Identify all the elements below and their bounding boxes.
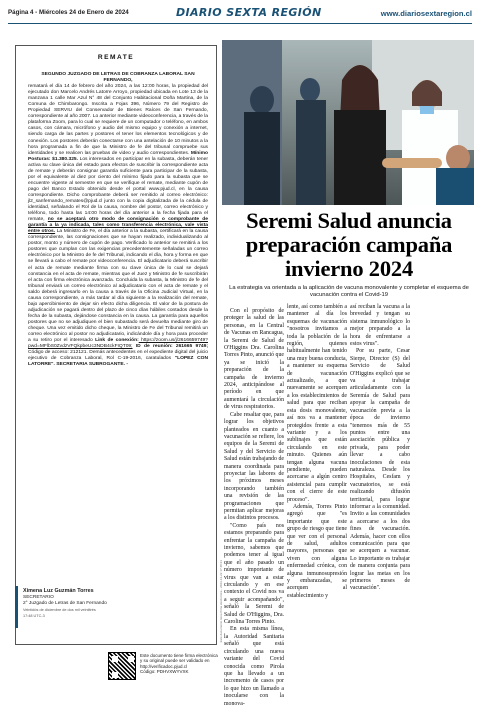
article-headline: Seremi Salud anuncia preparación campaña invierno 2024 (245, 208, 453, 281)
remate-notice (15, 45, 217, 645)
remate-caratula: "LOPEZ CON LATORRE". SECRETARIA SUBROGANTE. - (28, 356, 208, 368)
article-column-2: lente, así como también a mantener al día los esquemas de vacunación "nosotros invitamos a toda la población de la región, quienes habitualmente han tenido una muy buena conducta, a mantener su esquema de vacunación actualizado, a que nuevamente se acerquen a los establecimientos de salud para que reciban esta dosis monovalente, así nos va a mantener protegidos frente a esta variante y a los sublinajes que están circulando en este minuto. Quienes aún tengan alguna vacuna pendiente, pueden acercarse a algún centro asistencial para cumplir con el cierre de este proceso". Además, Torres Pinto agregó que "es importante que este grupo de riesgo que tiene que ver con el personal de salud, adultos mayores, personas que viven con alguna enfermedad crónica, con alguna inmunosupresión y embarazadas, se acerquen al establecimiento y (287, 304, 347, 599)
remate-title: REMATE (97, 54, 135, 61)
article-subhead: La estrategia va orientada a la aplicación de vacuna monovalente y completar el esquema de vacunación contra el Covid-19 (229, 285, 469, 299)
signer-role: SECRETARIO (23, 595, 54, 600)
page-header (8, 6, 472, 24)
signature-bar (15, 586, 18, 628)
vaccination-scene-icon (222, 40, 474, 205)
remate-heading: SEGUNDO JUZGADO DE LETRAS DE COBRANZA LABORAL SAN FERNANDO, (41, 72, 195, 84)
page-date: Página 4 - Miércoles 24 de Enero de 2024 (8, 9, 129, 16)
signature-time: 17:48 UTC-3 (23, 614, 45, 618)
qr-verification-text: Este documento tiene firma electrónica y su original puede ser validado en http://verificadoc.pjud.cl Código: PDHVXWYVXK (140, 653, 218, 675)
article-column-1: Con el propósito de proteger la salud de las personas, en la Central de Vacunas en Rancagua, la Seremi de Salud de O'Higgins Dra. Carolina Torres Pinto, anunció que ya se inició la preparación de la campaña de invierno 2024, anticipándose al período en que aumentará la circulación de virus respiratorios. Cabe resaltar que, para lograr los objetivos planteados en cuanto a vacunación se refiere, los equipos de la Seremi de Salud y del Servicio de Salud están trabajando de manera coordinada para proyectar las labores de los próximos meses incorporando también una revisión de las programaciones que permitan aplicar mejoras a los distintos procesos. "Como país nos estamos preparando para enfrentar la campaña de invierno, sabemos que podemos tener al igual que el año pasado un número importante de virus que van a estar circulando y en ese contexto el Covid nos va a seguir acompañando", señaló la Seremi de Salud de O'Higgins, Dra. Carolina Torres Pinto. En esta misma línea, la Autoridad Sanitaria señaló que está circulando una nueva variante del Covid conocida como Pirola que ha llevado a un incremento de casos por lo que hizo un llamado a inocularse con la monova- (224, 308, 284, 707)
newspaper-brand[interactable]: DIARIO SEXTA REGIÓN (176, 6, 322, 19)
qr-code-icon (108, 652, 136, 680)
vertical-signature-text: Este documento tiene firma electrónica - 2023-12-22 17:48:31 (219, 560, 223, 643)
signer-court: 2° Juzgado de Letras de San Fernando (23, 601, 107, 606)
signature-block (15, 586, 217, 642)
remate-body (28, 72, 208, 368)
signature-date: Veintidós de diciembre de dos mil veintitrés (23, 608, 96, 612)
website-link[interactable]: www.diariosextaregion.cl (380, 9, 472, 18)
remate-text: rematará el día 14 de febrero del año 2024, a las 12:00 horas, la propiedad del ejecutado don Marcelo Andrés Latorre Arroyo, propiedad ubicada en Lote 13 de la manzana 1 calle Mar Azul N° 48 del Conjunto Habitacional Doña Martina, de la Comuna de Chimbarongo. Inscrita a Fojas 396, Número 79 del Registro de Propiedad SERVIU del Conservador de Bienes Raíces de San Fernando, correspondiente al año 2007. Lo anterior mediante videoconferencia, a través de la plataforma Zoom, para lo cual se requiere de un computador o teléfono, en ambos casos, con cámara, micrófono y audio del mismo equipo y conexión a internet, siendo carga de las partes y postores el tener los elementos tecnológicos y de conexión. Los postores deberán conectarse con una antelación de 10 minutos a la hora programada a fin de que la Ministro de fe del tribunal compruebe sus identidades y se realicen las pruebas de video y audio correspondientes. Mínimo Posturas: $1.380.325. Los interesados en participar en la subasta, deberán tener activa su clave única del estado para efectos de suscribir la correspondiente acta de remate y deberán consignar garantía suficiente para participar de la subasta, por el equivalente al diez por ciento del mínimo fijado para la subasta que se encuentre vigente al semestre en que se verifique el remate, mediante cupón de pago del Banco Estado obtenido desde el portal www.pjud.cl, en la causa correspondiente. Dicho comprobante deberá ser remitido al correo electrónico: jl2_sanfernando_remates@pjud.cl junto con la copia digitalizada de la cédula de identidad, señalando el Rol de la causa, nombre del postor, correo electrónico y teléfono, todo hasta las 14:00 horas del día anterior a la fecha fijada para el remate, no se aceptará otro modo de consignación o comprobante de garantía a la ya indicada, tales como transferencia electrónica, vale vista entre otros. La Ministro de Fe, el día anterior a la subasta, certificará en la causa correspondiente, las consignaciones que se hayan realizado, individualizando al postor, monto y número de cupón de pago. Verificado lo anterior se remitirá a los postores que cumplan con las exigencias precedentemente señaladas un correo electrónico por la Ministro de fe del Tribunal, indicando el día, hora y forma en que se llevará a cabo el remate por videoconferencia. El adjudicatario deberá suscribir el acta de remate mediante firma con su clave única de lo cual se dejará constancia en el acta de remate, mientras que el Juez y Ministro de fe suscribirán el acta con firma electrónica avanzada. Concluida la subasta, la Ministro de fe del tribunal enviará un correo electrónico al adjudicatario con el acta de remate y el saldo deberá ingresarlo en la causa a través de la Oficina Judicial Virtual, en la causa correspondiente, a más tardar al día siguiente a la realización del remate, bajo apercibimiento de dejar sin efecto dicha diligencia. El valor de la postura de adjudicación se pagará dentro del plazo de cinco días hábiles contados desde la fecha de la subasta, dejándose constancia en la causa. La garantía para aquellos postores que no se adjudiquen el bien subastado será devuelta mediante giro de cheque. Una vez emitido dicho cheque, la Ministro de Fe del Tribunal remitirá un correo electrónico al postor no adjudicatario, indicándole día y hora para proceder a su retiro por el interesado Link de conexión: https://zoom.us/j/2616659749?pwd=MFlbS0ZvdzVFQkpbeUc3NDB4ckFIQT09; ID de reunión: 261665 9749; Código de acceso: 212121. Demás antecedentes en el expediente digital del juicio ejecutivo de Cobranza Laboral, Rol C-19-2016, caratulados "LOPEZ CON LATORRE". SECRETARIA SUBROGANTE. - (28, 84, 208, 368)
article-column-3: así reciban la vacuna a la brevedad y tengan su sistema inmunológico lo mejor preparado a la hora de enfrentarse a estos virus". Por su parte, Cesar Sierpe, Director (S) del Servicio de Salud O'Higgins explicó que se va a trabajar articuladamente con la Seremía de Salud para apoyar la campaña de vacunación previa a la época de invierno "tenemos más de 55 puntos entre una asociación pública y privada, para poder llevar a cabo inoculaciones de esta naturaleza. Desde los Hospitales, Cesfam y vacunatorios, se está realizando difusión territorial, para lograr informar a la comunidad. Invito a las comunidades a acercarse a los dos fines de vacunación. Además, hacer con ellos comunicación para que se acerquen a vacunar. Lo importante es trabajar de manera conjunta para lograr las metas en los primeros meses de vacunación". (350, 304, 410, 592)
zoom-link[interactable]: https://zoom.us/j/2616659749?pwd=MFlbS0ZvdzVFQkpbeUc3NDB4ckFIQT09; (28, 338, 208, 350)
signer-name: Ximena Luz Guzmán Torres (23, 588, 94, 594)
article-photo (222, 40, 474, 205)
